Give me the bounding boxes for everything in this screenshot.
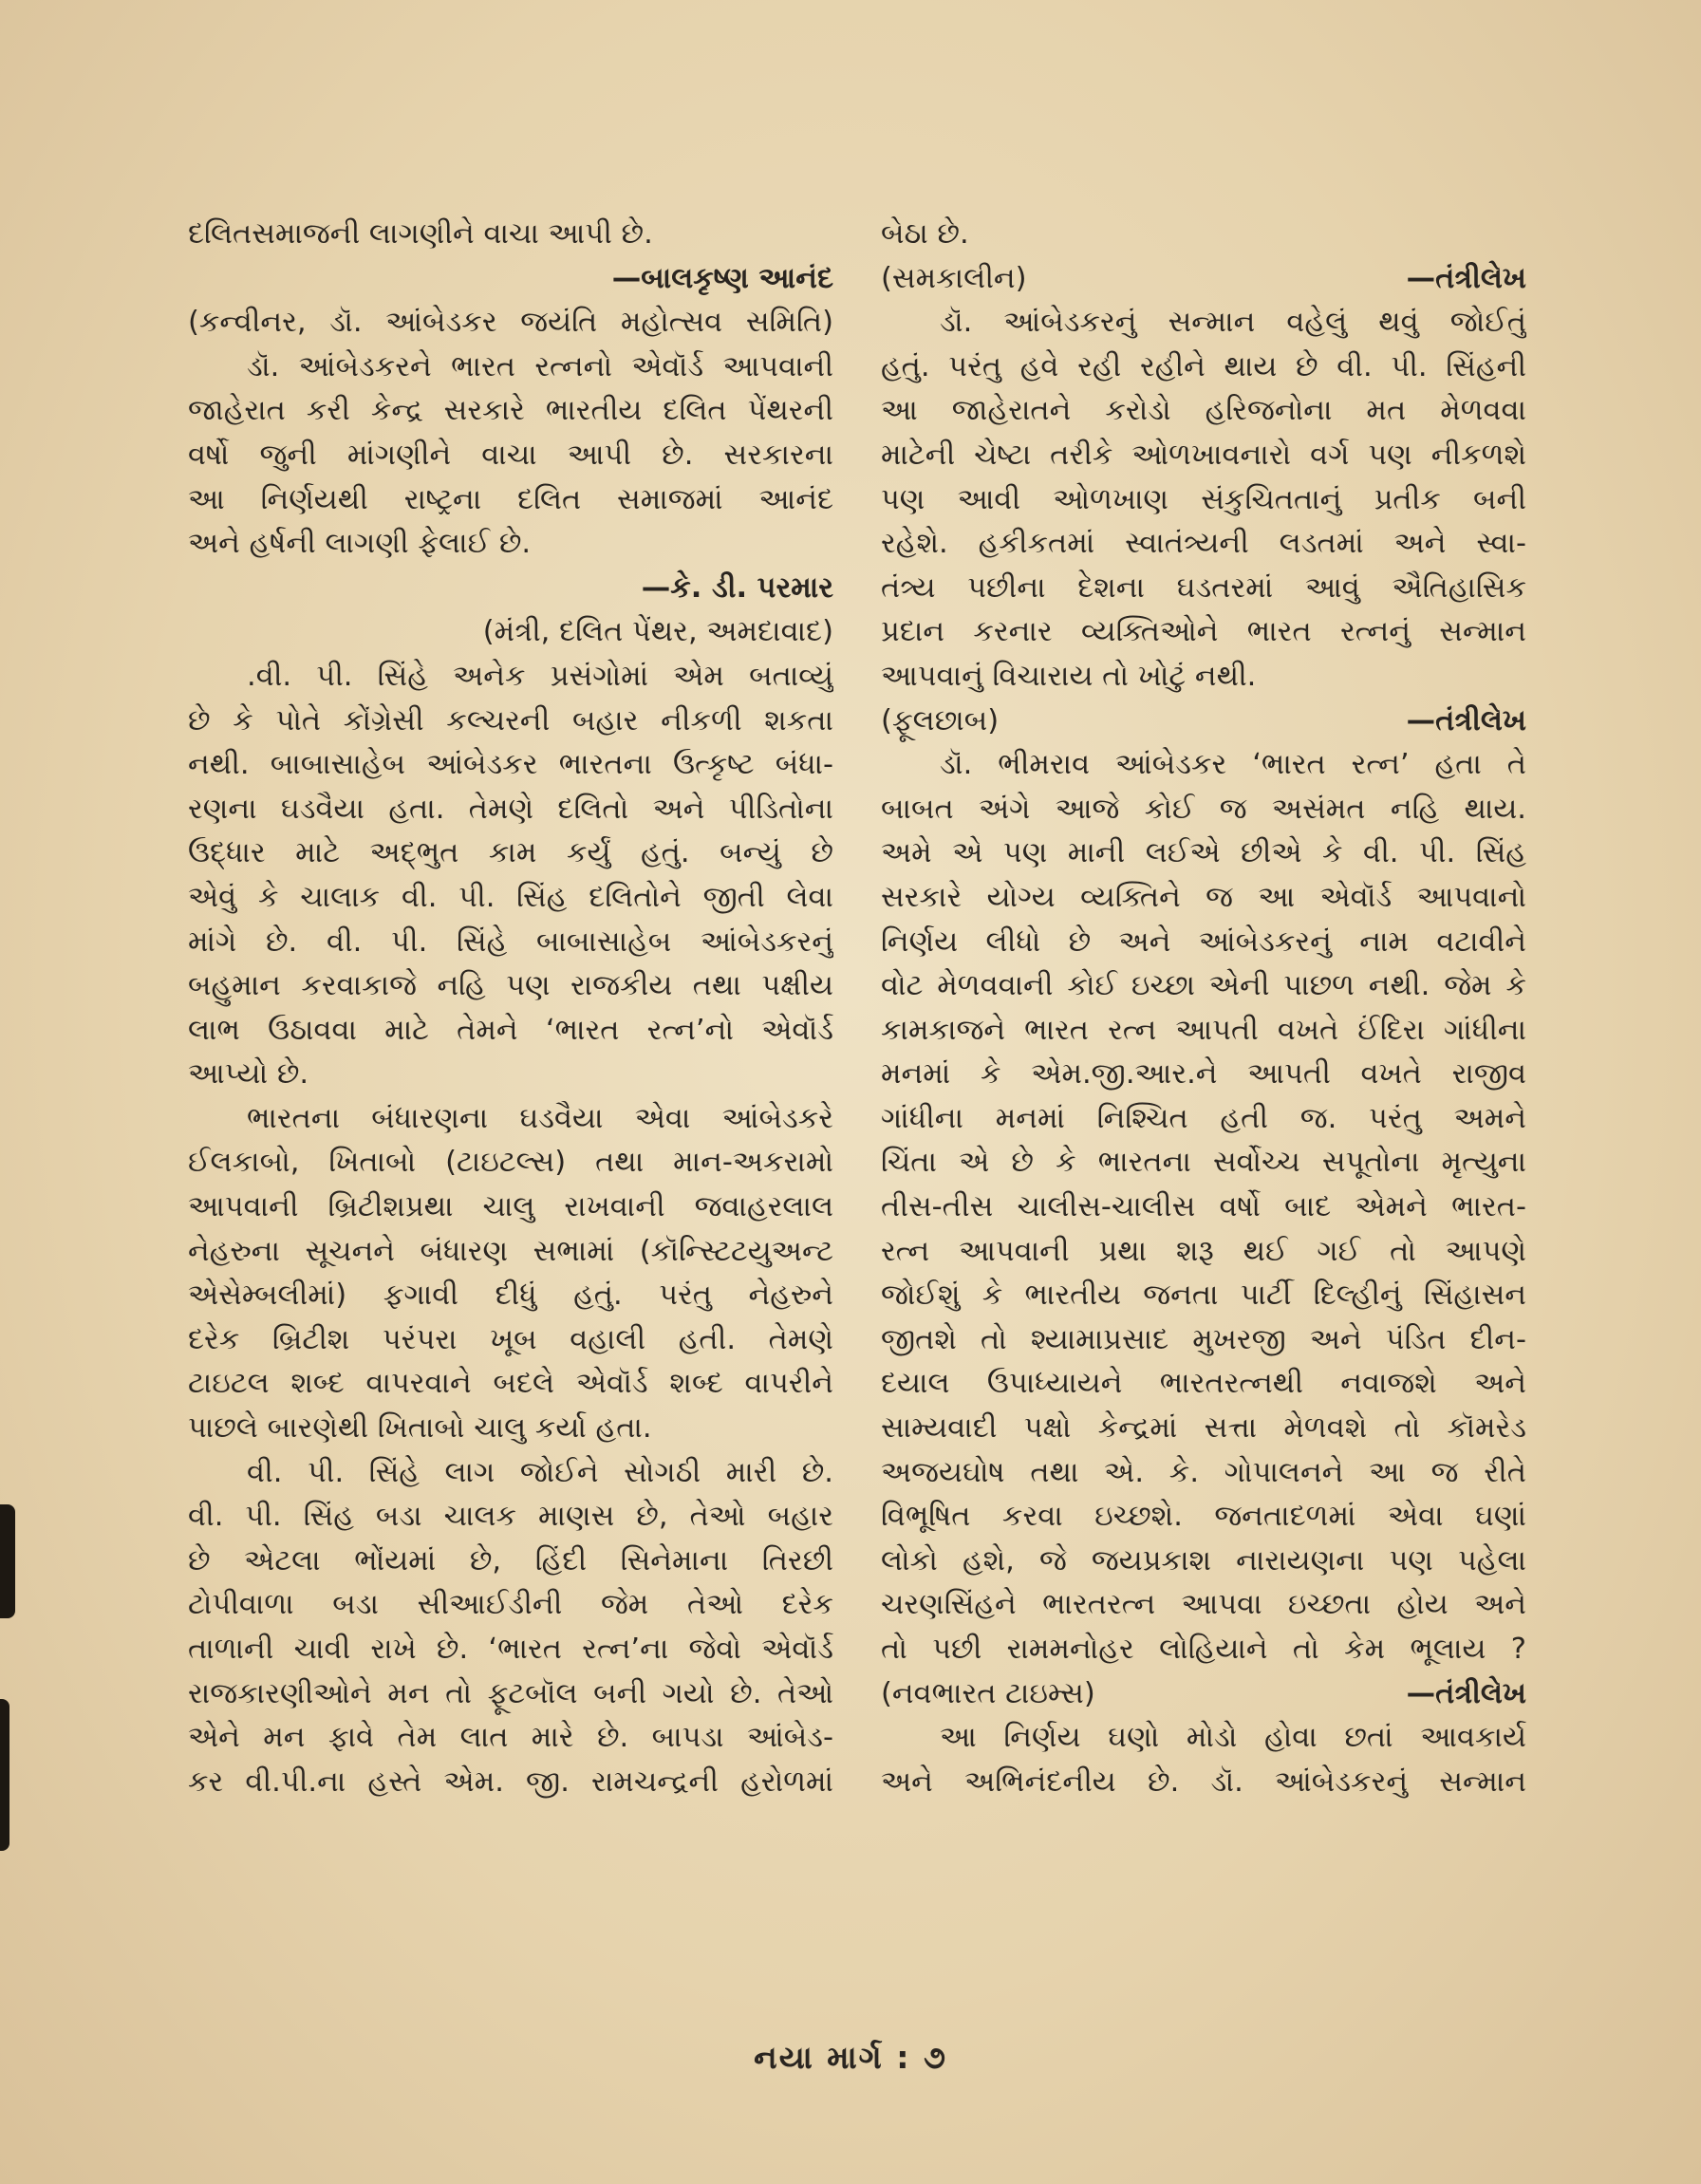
text-line: જોઈશું કે ભારતીય જનતા પાર્ટી દિલ્હીનું સિંહાસન: [881, 1279, 1526, 1313]
text-line: એવું કે ચાલાક વી. પી. સિંહ દલિતોને જીતી લેવા: [188, 880, 833, 914]
source-attribution: [881, 1672, 1526, 1717]
page-edge-stain: [0, 1699, 9, 1851]
text-line: આ જાહેરાતને કરોડો હરિજનોના મત મેળવવા: [881, 394, 1526, 428]
text-line: અજયઘોષ તથા એ. કે. ગોપાલનને આ જ રીતે: [881, 1455, 1526, 1489]
text-line: (કન્વીનર, ડૉ. આંબેડકર જયંતિ મહોત્સવ સમિતિ): [188, 306, 833, 340]
text-line: તાળાની ચાવી રાખે છે. ‘ભારત રત્ન’ના જેવો એવૉર્ડ: [188, 1633, 833, 1666]
text-line: માટેની ચેષ્ટા તરીકે ઓળખાવનારો વર્ગ પણ નીકળશે: [881, 438, 1526, 472]
page-footer: નયા માર્ગ : ૭: [754, 2039, 947, 2076]
text-line: પણ આવી ઓળખાણ સંકુચિતતાનું પ્રતીક બની: [881, 482, 1526, 516]
text-line: આ નિર્ણયથી રાષ્ટ્રના દલિત સમાજમાં આનંદ: [188, 482, 833, 516]
text-line: લાભ ઉઠાવવા માટે તેમને ‘ભારત રત્ન’નો એવૉર્ડ: [188, 1013, 833, 1047]
text-line: નથી. બાબાસાહેબ આંબેડકર ભારતના ઉત્કૃષ્ટ બંધા-: [188, 748, 833, 782]
text-line: ચિંતા એ છે કે ભારતના સર્વોચ્ચ સપૂતોના મૃત્યુના: [881, 1146, 1526, 1180]
text-line: બેઠા છે.: [881, 217, 969, 251]
text-line: નિર્ણય લીધો છે અને આંબેડકરનું નામ વટાવીને: [881, 924, 1526, 959]
text-line: પ્રદાન કરનાર વ્યક્તિઓને ભારત રત્નનું સન્માન: [881, 615, 1526, 649]
text-line: જાહેરાત કરી કેન્દ્ર સરકારે ભારતીય દલિત પેંથરની: [188, 394, 833, 428]
text-line: બાબત અંગે આજે કોઈ જ અસંમત નહિ થાય.: [881, 792, 1526, 826]
text-line: ચરણસિંહને ભારતરત્ન આપવા ઇચ્છતા હોય અને: [881, 1588, 1526, 1622]
source-name: (ફૂલછાબ): [881, 703, 1000, 737]
text-line: વિભૂષિત કરવા ઇચ્છશે. જનતાદળમાં એવા ઘણાં: [881, 1500, 1526, 1534]
text-line: દલિતસમાજની લાગણીને વાચા આપી છે.: [188, 217, 653, 251]
text-line: જીતશે તો શ્યામાપ્રસાદ મુખરજી અને પંડિત દીન-: [881, 1322, 1526, 1356]
text-line: રાજકારણીઓને મન તો ફૂટબૉલ બની ગયો છે. તેઓ: [188, 1676, 833, 1710]
text-line: છે એટલા ભોંયમાં છે, હિંદી સિનેમાના તિરછી: [188, 1543, 833, 1577]
text-line: રત્ન આપવાની પ્રથા શરૂ થઈ ગઈ તો આપણે: [881, 1234, 1526, 1268]
source-name: (સમકાલીન): [881, 261, 1027, 295]
text-line: કામકાજને ભારત રત્ન આપતી વખતે ઈંદિરા ગાંધીના: [881, 1013, 1526, 1047]
text-line: બહુમાન કરવાકાજે નહિ પણ રાજકીય તથા પક્ષીય: [188, 969, 833, 1003]
text-line: વોટ મેળવવાની કોઈ ઇચ્છા એની પાછળ નથી. જેમ કે: [881, 969, 1526, 1003]
text-line: માંગે છે. વી. પી. સિંહે બાબાસાહેબ આંબેડકરનું: [188, 924, 833, 959]
text-line: દરેક બ્રિટીશ પરંપરા ખૂબ વહાલી હતી. તેમણે: [188, 1322, 833, 1356]
text-line: નેહરુના સૂચનને બંધારણ સભામાં (કૉન્સ્ટિટયુઅન્ટ: [188, 1234, 833, 1268]
text-line: ટોપીવાળા બડા સીઆઈડીની જેમ તેઓ દરેક: [188, 1588, 833, 1622]
text-line: તીસ-તીસ ચાલીસ-ચાલીસ વર્ષો બાદ એમને ભારત-: [881, 1190, 1526, 1224]
text-line: ટાઇટલ શબ્દ વાપરવાને બદલે એવૉર્ડ શબ્દ વાપરીને: [188, 1367, 833, 1401]
text-line: દયાલ ઉપાધ્યાયને ભારતરત્નથી નવાજશે અને: [881, 1367, 1526, 1401]
text-line: વર્ષો જુની માંગણીને વાચા આપી છે. સરકારના: [188, 438, 833, 472]
text-line: અને અભિનંદનીય છે. ડૉ. આંબેડકરનું સન્માન: [881, 1764, 1526, 1799]
left-column: [188, 213, 833, 1804]
page-edge-stain: [0, 1504, 15, 1618]
author-signature: —બાલકૃષ્ણ આનંદ: [611, 261, 833, 295]
text-line: રહેશે. હકીકતમાં સ્વાતંત્ર્યની લડતમાં અને સ્વા-: [881, 527, 1526, 561]
author-signature: —કે. ડી. પરમાર: [641, 570, 833, 605]
text-line: ડૉ. ભીમરાવ આંબેડકર ‘ભારત રત્ન’ હતા તે: [940, 748, 1526, 782]
text-line: ઉદ્ધાર માટે અદ્ભુત કામ કર્યું હતું. બન્યું છે: [188, 836, 833, 870]
text-line: ગાંધીના મનમાં નિશ્ચિત હતી જ. પરંતુ અમને: [881, 1101, 1526, 1135]
text-line: વી. પી. સિંહ બડા ચાલક માણસ છે, તેઓ બહાર: [188, 1500, 833, 1534]
source-attribution: [881, 257, 1526, 302]
text-line: અમે એ પણ માની લઈએ છીએ કે વી. પી. સિંહ: [881, 836, 1526, 870]
source-name: (નવભારત ટાઇમ્સ): [881, 1676, 1095, 1710]
text-line: મનમાં કે એમ.જી.આર.ને આપતી વખતે રાજીવ: [881, 1057, 1526, 1092]
source-signature: —તંત્રીલેખ: [1406, 261, 1526, 295]
text-line: તંત્ર્ય પછીના દેશના ઘડતરમાં આવું ઐતિહાસિક: [881, 570, 1526, 605]
text-line: સરકારે યોગ્ય વ્યક્તિને જ આ એવૉર્ડ આપવાનો: [881, 880, 1526, 914]
text-line: એને મન ફાવે તેમ લાત મારે છે. બાપડા આંબેડ-: [188, 1721, 833, 1755]
text-line: હતું. પરંતુ હવે રહી રહીને થાય છે વી. પી. સિંહની: [881, 349, 1526, 383]
source-attribution: [881, 700, 1526, 744]
text-line: આપવાની બ્રિટીશપ્રથા ચાલુ રાખવાની જવાહરલાલ: [188, 1190, 833, 1224]
source-signature: —તંત્રીલેખ: [1406, 1676, 1526, 1710]
text-line: સામ્યવાદી પક્ષો કેન્દ્રમાં સત્તા મેળવશે તો કૉમરેડ: [881, 1411, 1526, 1446]
text-line: આ નિર્ણય ઘણો મોડો હોવા છતાં આવકાર્ય: [940, 1721, 1526, 1755]
source-signature: —તંત્રીલેખ: [1406, 703, 1526, 737]
text-line: .વી. પી. સિંહે અનેક પ્રસંગોમાં એમ બતાવ્યું: [247, 659, 833, 693]
text-line: પાછલે બારણેથી ખિતાબો ચાલુ કર્યા હતા.: [188, 1411, 652, 1446]
text-line: આપ્યો છે.: [188, 1057, 309, 1092]
text-line: તો પછી રામમનોહર લોહિયાને તો કેમ ભૂલાય ?: [881, 1633, 1526, 1666]
text-line: વી. પી. સિંહે લાગ જોઈને સોગઠી મારી છે.: [247, 1455, 833, 1489]
text-line: ડૉ. આંબેડકરને ભારત રત્નનો એવૉર્ડ આપવાની: [247, 349, 833, 383]
text-line: અને હર્ષની લાગણી ફેલાઈ છે.: [188, 527, 532, 561]
text-line: ભારતના બંધારણના ઘડવૈયા એવા આંબેડકરે: [247, 1101, 833, 1135]
text-line: ડૉ. આંબેડકરનું સન્માન વહેલું થવું જોઈતું: [940, 306, 1526, 340]
right-column: [881, 213, 1526, 1804]
text-line: એસેમ્બલીમાં) ફગાવી દીધું હતું. પરંતુ નેહરુને: [188, 1279, 833, 1313]
text-line: આપવાનું વિચારાય તો ખોટું નથી.: [881, 659, 1257, 693]
text-line: કર વી.પી.ના હસ્તે એમ. જી. રામચન્દ્રની હરોળમાં: [188, 1764, 833, 1799]
text-line: રણના ઘડવૈયા હતા. તેમણે દલિતો અને પીડિતોના: [188, 792, 833, 826]
text-line: ઈલકાબો, ખિતાબો (ટાઇટલ્સ) તથા માન-અકરામો: [188, 1146, 833, 1180]
text-line: (મંત્રી, દલિત પેંથર, અમદાવાદ): [482, 615, 833, 649]
text-line: છે કે પોતે કોંગ્રેસી કલ્ચરની બહાર નીકળી શકતા: [188, 703, 833, 737]
text-line: લોકો હશે, જે જયપ્રકાશ નારાયણના પણ પહેલા: [881, 1543, 1526, 1577]
